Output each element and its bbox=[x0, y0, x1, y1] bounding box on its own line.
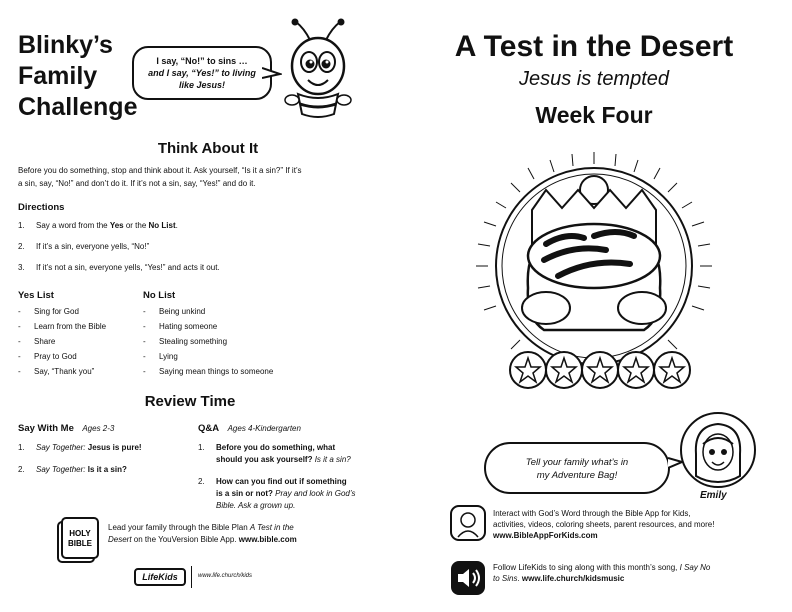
list-item: - Sing for God bbox=[18, 307, 79, 316]
footer-divider bbox=[191, 566, 192, 588]
bible-app-text: Interact with God’s Word through the Bible App for Kids, activities, videos, coloring sheets, parent resources, and more! www.BibleAppForKids.com bbox=[493, 509, 715, 540]
directions-list bbox=[18, 220, 378, 274]
list-item: - Share bbox=[18, 337, 56, 346]
lesson-title: A Test in the Desert bbox=[454, 30, 734, 63]
bread-roll-right bbox=[618, 292, 666, 324]
speaker-icon bbox=[450, 560, 486, 596]
qa-list bbox=[198, 442, 378, 512]
bread-roll-left bbox=[522, 292, 570, 324]
list-item: - Hating someone bbox=[143, 322, 218, 331]
list-item: - Saying mean things to someone bbox=[143, 367, 274, 376]
week-label: Week Four bbox=[535, 102, 653, 128]
blinky-bee-illustration bbox=[284, 18, 352, 120]
lifekids-logo: LifeKids bbox=[134, 568, 186, 586]
bible-app-url-link[interactable]: www.BibleAppForKids.com bbox=[493, 531, 598, 540]
list-item: 1. Before you do something, what should you ask yourself? Is it a sin? bbox=[198, 443, 351, 464]
music-text: Follow LifeKids to sing along with this month’s song, I Say No to Sins. www.life.church/kidsmusic bbox=[493, 563, 711, 583]
yes-list-heading: Yes List bbox=[18, 290, 54, 301]
directions-item: 1. Say a word from the Yes or the No List. bbox=[18, 221, 178, 230]
list-item: - Learn from the Bible bbox=[18, 322, 107, 331]
blinky-speech-bubble: I say, “No!” to sins … and I say, “Yes!” to living like Jesus! bbox=[132, 46, 272, 100]
emily-speech-bubble: Tell your family what’s in my Adventure Bag! bbox=[484, 442, 670, 494]
loaves-illustration bbox=[466, 148, 722, 406]
bible-plan-text: Lead your family through the Bible Plan A Test in the Desert on the YouVersion Bible App. www.bible.com bbox=[108, 523, 297, 544]
svg-text:HOLY: HOLY bbox=[69, 529, 91, 538]
directions-item: 2. If it’s a sin, everyone yells, “No!” bbox=[18, 242, 150, 251]
think-about-it-text: Before you do something, stop and think about it. Ask yourself, “Is it a sin?” If it’s a sin, say, “No!” and don’t do it. If it’s not a sin, say, “Yes!” and do it. bbox=[18, 166, 302, 188]
list-item: - Pray to God bbox=[18, 352, 77, 361]
lesson-subtitle: Jesus is tempted bbox=[518, 68, 670, 90]
list-item: - Being unkind bbox=[143, 307, 206, 316]
say-with-me-list bbox=[18, 442, 188, 476]
music-url-link[interactable]: www.life.church/kidsmusic bbox=[521, 574, 625, 583]
yes-list bbox=[18, 304, 138, 379]
no-list bbox=[143, 304, 313, 379]
list-item: - Stealing something bbox=[143, 337, 228, 346]
review-time-heading: Review Time bbox=[144, 393, 236, 410]
directions-item: 3. If it’s not a sin, everyone yells, “Yes!” and acts it out. bbox=[18, 263, 220, 272]
qa-heading: Q&A Ages 4-Kindergarten bbox=[198, 423, 301, 434]
footer-url[interactable]: www.life.church/kids bbox=[198, 573, 253, 579]
emily-avatar bbox=[678, 410, 758, 490]
bubble-tail bbox=[262, 64, 282, 84]
blinky-challenge-title: Blinky’s Family Challenge bbox=[18, 31, 138, 121]
say-with-me-heading: Say With Me Ages 2-3 bbox=[18, 423, 115, 434]
list-item: - Lying bbox=[143, 352, 178, 361]
list-item: 1. Say Together: Jesus is pure! bbox=[18, 443, 142, 452]
think-about-it-heading: Think About It bbox=[157, 140, 259, 157]
holy-bible-icon bbox=[56, 516, 100, 564]
svg-text:BIBLE: BIBLE bbox=[68, 539, 92, 548]
list-item: 2. How can you find out if something is a sin or not? Pray and look in God’s Bible. Ask a grown up. bbox=[198, 477, 356, 510]
list-item: 2. Say Together: Is it a sin? bbox=[18, 465, 127, 474]
bible-app-for-kids-icon bbox=[450, 505, 486, 541]
directions-heading: Directions bbox=[18, 202, 65, 213]
emily-name: Emily bbox=[700, 490, 727, 501]
no-list-heading: No List bbox=[143, 290, 176, 301]
list-item: - Say, “Thank you” bbox=[18, 367, 95, 376]
bible-url-link[interactable]: www.bible.com bbox=[238, 535, 297, 544]
